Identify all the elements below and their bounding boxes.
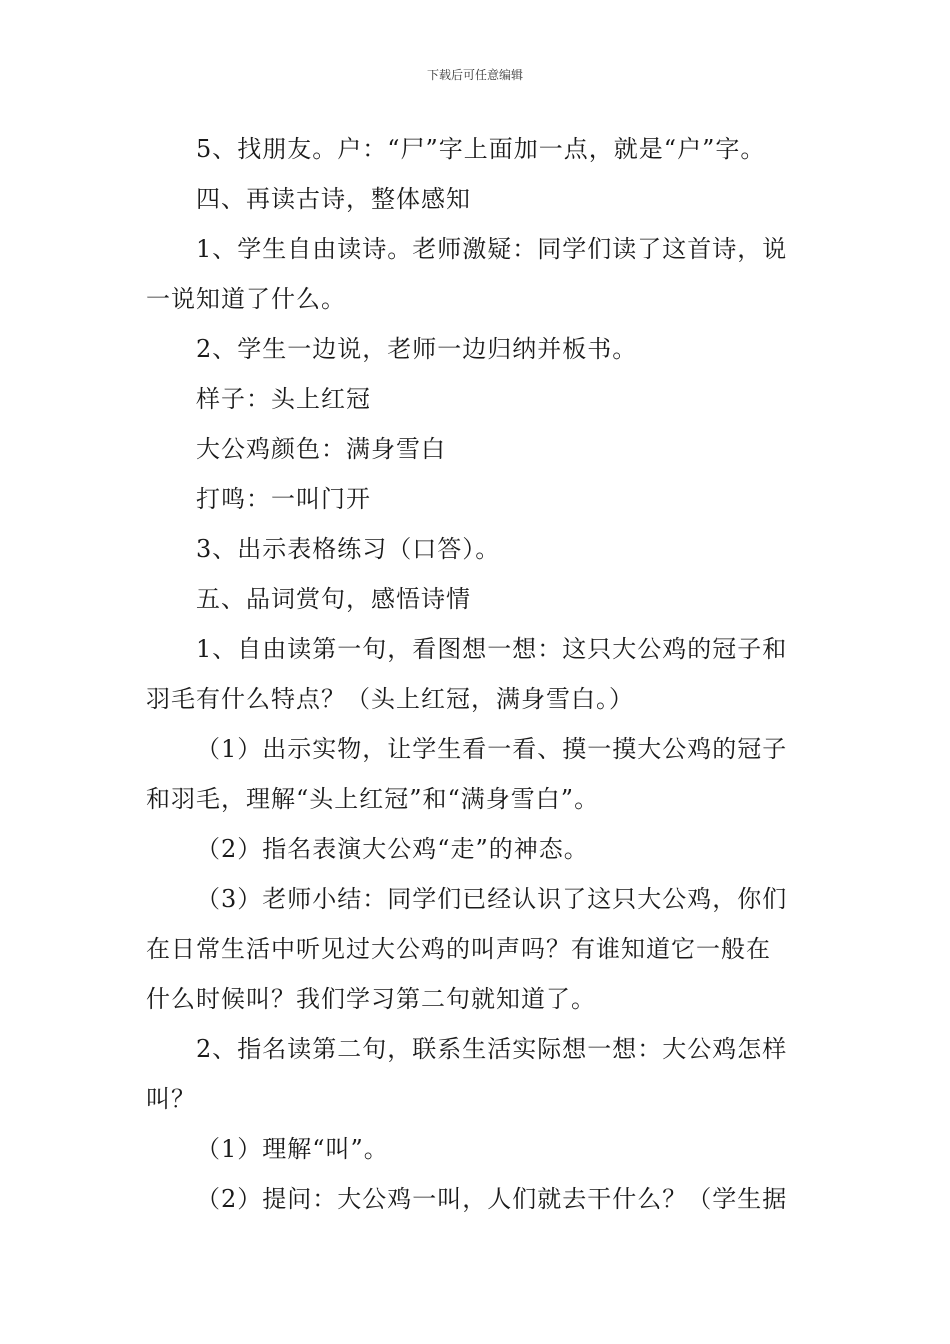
text-line: 和羽毛，理解“头上红冠”和“满身雪白”。: [146, 785, 600, 813]
text-line: 叫？: [146, 1085, 196, 1113]
text-line: 1、学生自由读诗。老师激疑：同学们读了这首诗，说: [196, 235, 788, 263]
text-line: 在日常生活中听见过大公鸡的叫声吗？有谁知道它一般在: [146, 935, 771, 963]
text-line: 2、学生一边说，老师一边归纳并板书。: [196, 335, 638, 363]
text-line: （2）指名表演大公鸡“走”的神态。: [196, 835, 589, 863]
text-line: 1、自由读第一句，看图想一想：这只大公鸡的冠子和: [196, 635, 788, 663]
text-line: 什么时候叫？我们学习第二句就知道了。: [146, 985, 596, 1013]
text-line: 打鸣：一叫门开: [196, 485, 371, 513]
text-line: 2、指名读第二句，联系生活实际想一想：大公鸡怎样: [196, 1035, 788, 1063]
text-line: （2）提问：大公鸡一叫，人们就去干什么？（学生据: [196, 1185, 788, 1213]
text-line: （1）理解“叫”。: [196, 1135, 389, 1163]
text-line: （1）出示实物，让学生看一看、摸一摸大公鸡的冠子: [196, 735, 788, 763]
page-header: 下载后可任意编辑: [426, 68, 523, 82]
text-line: （3）老师小结：同学们已经认识了这只大公鸡，你们: [196, 885, 788, 913]
text-line: 样子：头上红冠: [196, 385, 371, 413]
text-line: 五、品词赏句，感悟诗情: [196, 585, 471, 613]
text-line: 5、找朋友。户：“尸”字上面加一点，就是“户”字。: [196, 135, 766, 163]
text-line: 3、出示表格练习（口答）。: [196, 535, 501, 563]
text-line: 四、再读古诗，整体感知: [196, 185, 471, 213]
text-line: 一说知道了什么。: [146, 285, 346, 313]
text-line: 大公鸡颜色：满身雪白: [196, 435, 446, 463]
text-line: 羽毛有什么特点？（头上红冠，满身雪白。）: [146, 685, 634, 713]
